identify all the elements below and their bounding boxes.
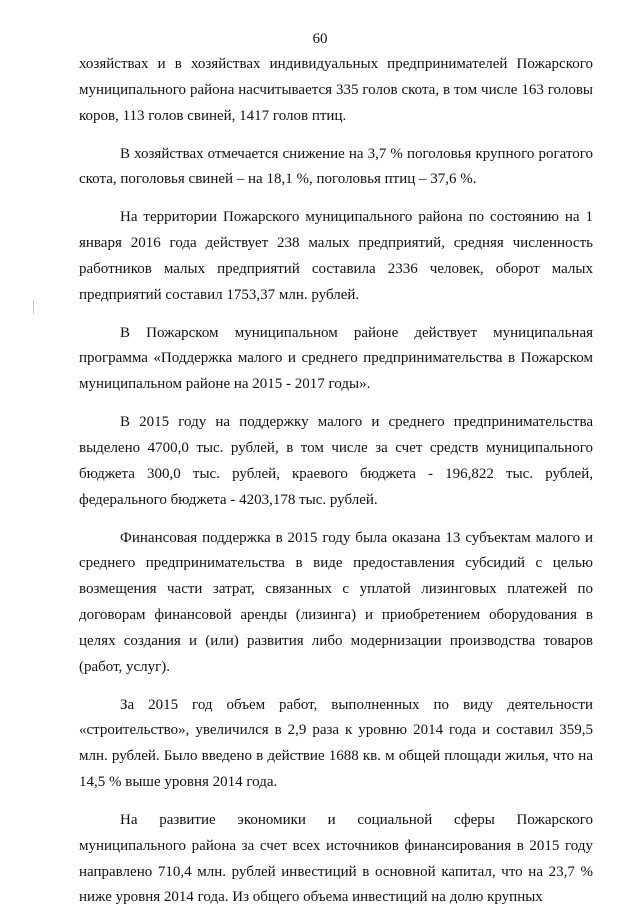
paragraph-financial-support: Финансовая поддержка в 2015 году была оказана 13 субъектам малого и среднего предпринимательства в виде предоставления субсидий с целью возмещения части затрат, связанных с уплатой лизинговых платежей по договорам финансовой аренды (лизинга) и приобретением оборудования в целях создания и (или) развития либо модернизации производства товаров (работ, услуг). <box>79 529 593 675</box>
paragraph-investments: На развитие экономики и социальной сферы Пожарского муниципального района за счет всех источников финансирования в 2015 году направлено 710,4 млн. рублей инвестиций в основной капитал, что на 23,7 % ниже уровня 2014 года. Из общего объема инвестиций на долю крупных <box>79 811 593 906</box>
paragraph-small-enterprises: На территории Пожарского муниципального района по состоянию на 1 января 2016 года действует 238 малых предприятий, средняя численность работников малых предприятий составила 2336 человек, оборот малых предприятий составил 1753,37 млн. рублей. <box>79 209 593 303</box>
page-number: 60 <box>312 31 328 47</box>
paragraph-support-funding: В 2015 году на поддержку малого и среднего предпринимательства выделено 4700,0 тыс. рублей, в том числе за счет средств муниципального бюджета 300,0 тыс. рублей, краевого бюджета - 196,822 тыс. рублей, федерального бюджета - 4203,178 тыс. рублей. <box>79 414 593 508</box>
paragraph-municipal-program: В Пожарском муниципальном районе действует муниципальная программа «Поддержка малого и среднего предпринимательства в Пожарском муниципальном районе на 2015 - 2017 годы». <box>79 324 593 393</box>
scan-margin-mark <box>33 300 34 314</box>
body-text <box>79 52 593 911</box>
paragraph-livestock-decline: В хозяйствах отмечается снижение на 3,7 % поголовья крупного рогатого скота, поголовья свиней – на 18,1 %, поголовья птиц – 37,6 %. <box>79 145 593 188</box>
paragraph-construction: За 2015 год объем работ, выполненных по виду деятельности «строительство», увеличился в 2,9 раза к уровню 2014 года и составил 359,5 млн. рублей. Было введено в действие 1688 кв. м общей площади жилья, что на 14,5 % выше уровня 2014 года. <box>79 696 593 791</box>
paragraph-livestock-count: хозяйствах и в хозяйствах индивидуальных предпринимателей Пожарского муниципального района насчитывается 335 голов скота, в том числе 163 головы коров, 113 голов свиней, 1417 голов птиц. <box>79 56 593 124</box>
